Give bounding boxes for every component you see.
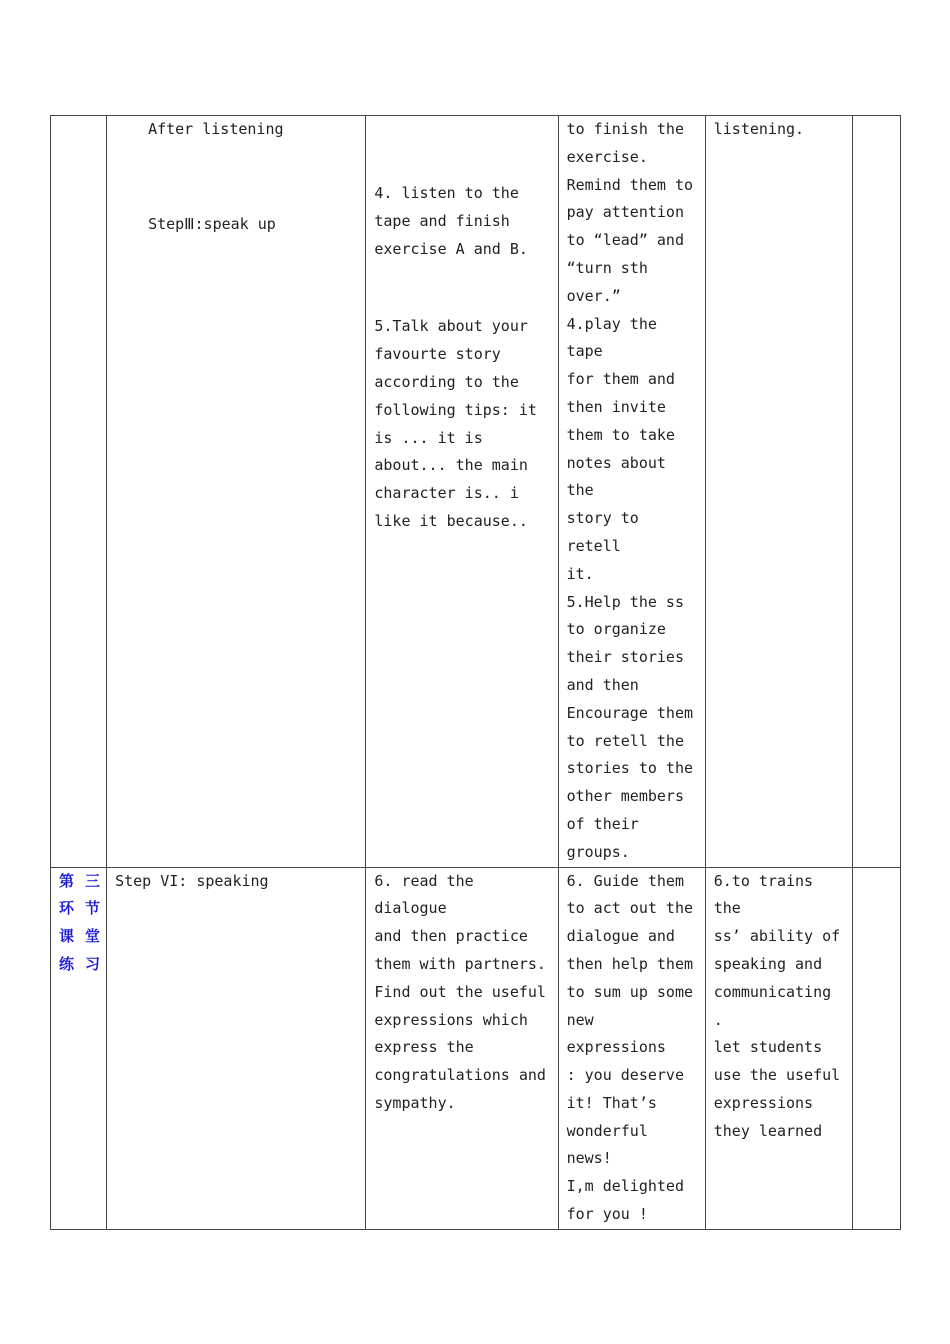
activity-text-5: 5.Talk about your favourte story according to the following tips: it is ... it is about... the main character is.. i like it because..	[374, 317, 537, 530]
lesson-plan-table	[50, 115, 901, 1230]
stage-line: 环节	[59, 899, 101, 918]
table-row	[51, 867, 901, 1229]
student-activity-cell	[366, 867, 558, 1229]
teacher-activity-text: to finish the exercise. Remind them to pay attention to “lead” and “turn sth over.” 4.play the tape for them and then invite them to take notes about the story to retell it. 5.Help the ss to organize their stories and then Encourage them to retell the stories to the other members of their groups.	[566, 120, 694, 861]
stage-line: 练习	[59, 954, 101, 973]
step-label-speak-up: StepⅢ:speak up	[148, 214, 276, 233]
notes-cell	[852, 116, 900, 868]
teacher-activity-text: 6. Guide them to act out the dialogue and then help them to sum up some new expressions : you deserve it! That’s wonderful news! I,m delighted for you !	[566, 871, 694, 1224]
activity-text-6: 6. read the dialogue and then practice them with partners. Find out the useful expressions which express the congratulations and sympathy.	[374, 871, 546, 1112]
purpose-cell	[705, 867, 852, 1229]
step-cell	[107, 116, 366, 868]
step-label-speaking: Step VI: speaking	[115, 871, 269, 890]
teacher-activity-cell	[558, 116, 705, 868]
purpose-cell	[705, 116, 852, 868]
notes-cell	[852, 867, 900, 1229]
stage-line: 第三	[59, 871, 101, 890]
teacher-activity-cell	[558, 867, 705, 1229]
table-row	[51, 116, 901, 868]
student-activity-cell	[366, 116, 558, 868]
purpose-text: 6.to trains the ss’ ability of speaking and communicating . let students use the useful expressions they learned	[713, 871, 841, 1140]
stage-cell-empty	[51, 116, 107, 868]
stage-cell	[51, 867, 107, 1229]
purpose-text: listening.	[713, 120, 805, 138]
activity-text-4: 4. listen to the tape and finish exercise A and B.	[374, 184, 528, 258]
step-cell	[107, 867, 366, 1229]
stage-line: 课堂	[59, 927, 101, 946]
step-label-after-listening: After listening	[148, 120, 284, 138]
stage-label	[59, 868, 100, 979]
